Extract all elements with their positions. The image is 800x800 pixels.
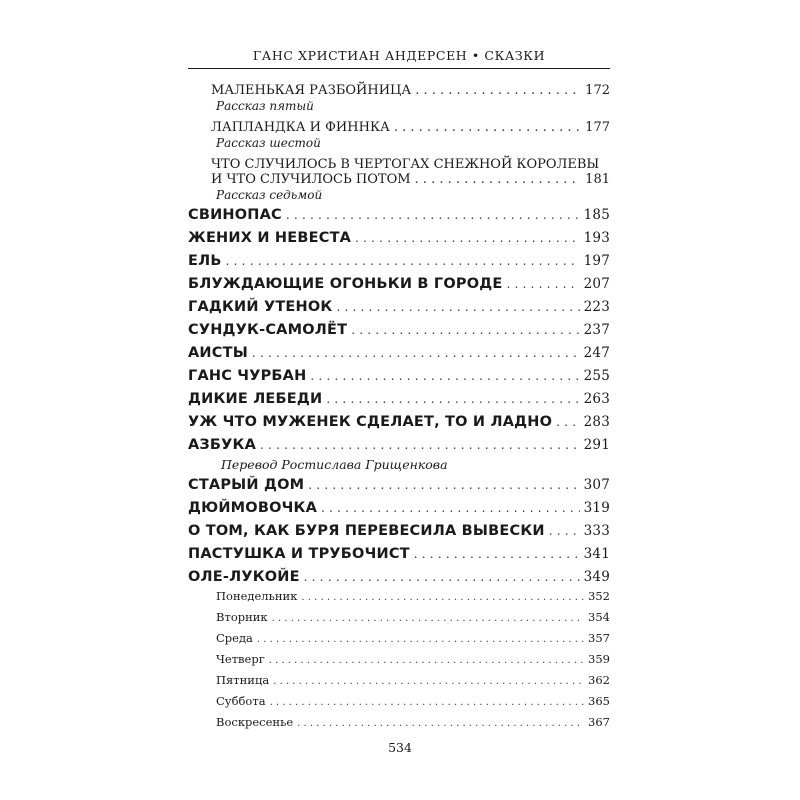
toc-entry-story-6 [188, 120, 610, 150]
toc-entry [188, 230, 610, 246]
toc-entry [188, 414, 610, 430]
toc-entry-page: 333 [583, 523, 610, 539]
toc-entry-title: АИСТЫ [188, 345, 248, 361]
toc-entry-title: УЖ ЧТО МУЖЕНЕК СДЕЛАЕТ, ТО И ЛАДНО [188, 414, 553, 430]
toc-entry-title-line1: ЧТО СЛУЧИЛОСЬ В ЧЕРТОГАХ СНЕЖНОЙ КОРОЛЕВЫ [211, 157, 600, 172]
toc-subentry-title: Вторник [216, 610, 268, 624]
toc-entry [188, 276, 610, 292]
toc-entry-title: СУНДУК-САМОЛЁТ [188, 322, 348, 338]
running-header: ГАНС ХРИСТИАН АНДЕРСЕН • СКАЗКИ [252, 48, 546, 63]
toc-subentry-title: Четверг [216, 652, 265, 666]
toc-entry-page: 341 [583, 546, 610, 562]
toc-subentry [188, 715, 610, 729]
toc-entry-title: БЛУЖДАЮЩИЕ ОГОНЬКИ В ГОРОДЕ [188, 276, 503, 292]
dot-leader [257, 634, 584, 645]
toc-entry [188, 345, 610, 361]
dot-leader [506, 277, 579, 291]
dot-leader [336, 300, 579, 314]
toc-subentry-page: 362 [588, 673, 610, 687]
toc-entry-title: СВИНОПАС [188, 207, 282, 223]
toc-entry-subtitle: Рассказ седьмой [216, 188, 323, 202]
toc-entry-page: 283 [583, 414, 610, 430]
dot-leader [351, 323, 579, 337]
toc-entry-page: 207 [583, 276, 610, 292]
toc-entry-page: 307 [583, 477, 610, 493]
toc-entry-page: 237 [583, 322, 610, 338]
toc-entry [188, 477, 610, 493]
dot-leader [415, 83, 581, 98]
dot-leader [310, 369, 579, 383]
toc-entry-page: 193 [583, 230, 610, 246]
toc-subentry [188, 589, 610, 603]
toc-entry [188, 322, 610, 338]
toc-subentry-title: Суббота [216, 694, 266, 708]
dot-leader [304, 570, 580, 584]
toc-entry [188, 253, 610, 269]
page-number: 534 [388, 740, 412, 755]
toc-entry-story-5 [188, 83, 610, 113]
toc-subentry [188, 694, 610, 708]
toc-entry-subtitle: Рассказ шестой [216, 136, 321, 150]
dot-leader [301, 592, 584, 603]
toc-entry [188, 368, 610, 384]
dot-leader [252, 346, 580, 360]
toc-entry-page: 197 [583, 253, 610, 269]
toc-entry-subtitle: Рассказ пятый [216, 99, 314, 113]
toc-subentry [188, 631, 610, 645]
toc-entry-title: ЕЛЬ [188, 253, 222, 269]
toc-subentry [188, 673, 610, 687]
toc-entry-page: 185 [583, 207, 610, 223]
dot-leader [308, 478, 579, 492]
dot-leader [556, 415, 579, 429]
dot-leader [269, 655, 584, 666]
toc-entry [188, 500, 610, 516]
toc-entry-title: ДЮЙМОВОЧКА [188, 500, 317, 516]
dot-leader [226, 254, 580, 268]
toc-entry-title: ГАНС ЧУРБАН [188, 368, 307, 384]
toc-entry [188, 523, 610, 539]
dot-leader [414, 547, 580, 561]
toc-entry-page: 291 [583, 437, 610, 453]
toc-subentry [188, 610, 610, 624]
toc-entry-title: ЛАПЛАНДКА И ФИННКА [211, 120, 390, 135]
toc-entry [188, 569, 610, 585]
toc-entry-title: ГАДКИЙ УТЕНОК [188, 299, 333, 315]
toc-subentry-title: Среда [216, 631, 253, 645]
toc-entry-title: АЗБУКА [188, 437, 257, 453]
toc-entry-title: ОЛЕ-ЛУКОЙЕ [188, 569, 300, 585]
dot-leader [270, 697, 584, 708]
header-rule [188, 68, 610, 69]
dot-leader [273, 676, 584, 687]
toc-entry-page: 177 [585, 120, 610, 135]
toc-subentry-title: Понедельник [216, 589, 298, 603]
toc-entry [188, 437, 610, 453]
dot-leader [549, 524, 580, 538]
toc-entry-title-line2: И ЧТО СЛУЧИЛОСЬ ПОТОМ [211, 172, 411, 187]
toc-subentry-title: Пятница [216, 673, 270, 687]
toc-entry [188, 546, 610, 562]
toc-entry-title: ЖЕНИХ И НЕВЕСТА [188, 230, 352, 246]
translator-note: Перевод Ростислава Грищенкова [221, 457, 448, 472]
toc-entry-page: 255 [583, 368, 610, 384]
toc-subentry-page: 367 [588, 715, 610, 729]
toc-entry-title: О ТОМ, КАК БУРЯ ПЕРЕВЕСИЛА ВЫВЕСКИ [188, 523, 545, 539]
dot-leader [355, 231, 580, 245]
toc-entry [188, 207, 610, 223]
toc-entry-title: МАЛЕНЬКАЯ РАЗБОЙНИЦА [211, 83, 412, 98]
toc-subentry [188, 652, 610, 666]
dot-leader [297, 718, 584, 729]
toc-entry-page: 181 [585, 172, 610, 187]
toc-entry-page: 223 [583, 299, 610, 315]
toc-subentry-page: 359 [588, 652, 610, 666]
dot-leader [286, 208, 580, 222]
toc-subentry-page: 352 [588, 589, 610, 603]
toc-entry-title: СТАРЫЙ ДОМ [188, 477, 305, 493]
toc-entry-story-7 [188, 157, 610, 202]
dot-leader [326, 392, 579, 406]
toc-subentry-title: Воскресенье [216, 715, 294, 729]
toc-entry-title: ПАСТУШКА И ТРУБОЧИСТ [188, 546, 410, 562]
dot-leader [260, 438, 580, 452]
dot-leader [321, 501, 580, 515]
toc-entry [188, 391, 610, 407]
toc-entry-page: 172 [585, 83, 610, 98]
toc-entry-title: ДИКИЕ ЛЕБЕДИ [188, 391, 323, 407]
dot-leader [415, 172, 582, 187]
dot-leader [272, 613, 584, 624]
toc-entry-page: 319 [583, 500, 610, 516]
toc-subentry-page: 365 [588, 694, 610, 708]
toc-subentry-page: 354 [588, 610, 610, 624]
toc-entry-page: 263 [583, 391, 610, 407]
toc-entry [188, 299, 610, 315]
dot-leader [394, 120, 581, 135]
toc-subentry-page: 357 [588, 631, 610, 645]
toc-entry-page: 349 [583, 569, 610, 585]
toc-entry-page: 247 [583, 345, 610, 361]
